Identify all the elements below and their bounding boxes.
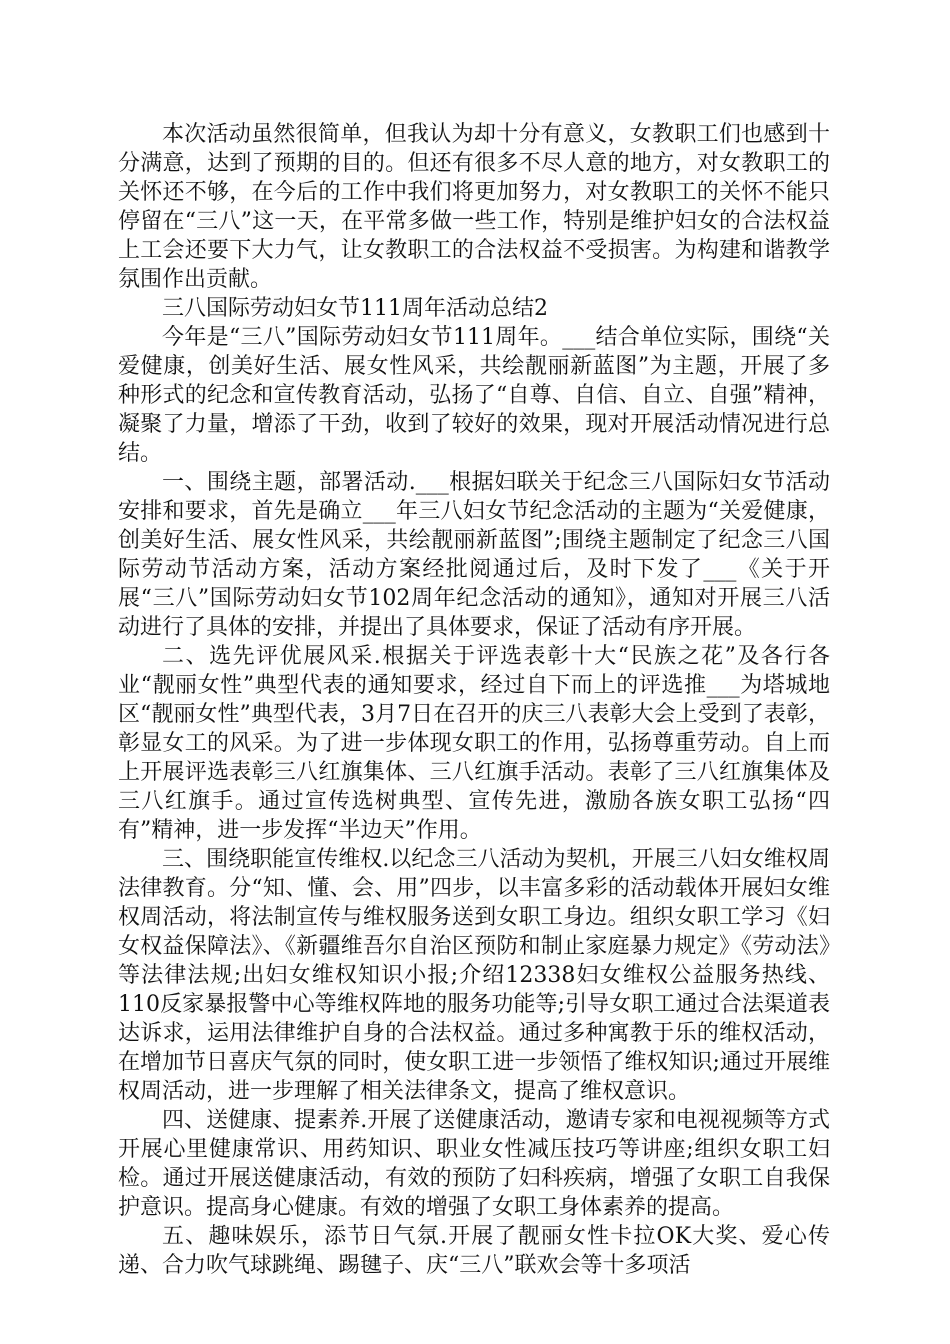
paragraph-item-5: 五、趣味娱乐，添节日气氛.开展了靓丽女性卡拉OK大奖、爱心传递、合力吹气球跳绳、踢毽子、庆“三八”联欢会等十多项活 (118, 1224, 830, 1278)
document-body (118, 120, 830, 1280)
paragraph-item-1: 一、围绕主题，部署活动.___根据妇联关于纪念三八国际妇女节活动安排和要求，首先是确立___年三八妇女节纪念活动的主题为“关爱健康，创美好生活、展女性风采，共绘靓丽新蓝图”;围绕主题制定了纪念三八国际劳动节活动方案，活动方案经批阅通过后，及时下发了___《关于开展“三八”国际劳动妇女节102周年纪念活动的通知》，通知对开展三八活动进行了具体的安排，并提出了具体要求，保证了活动有序开展。 (118, 470, 830, 640)
paragraph-item-4: 四、送健康、提素养.开展了送健康活动，邀请专家和电视视频等方式开展心里健康常识、用药知识、职业女性减压技巧等讲座;组织女职工妇检。通过开展送健康活动，有效的预防了妇科疾病，增强了女职工自我保护意识。提高身心健康。有效的增强了女职工身体素养的提高。 (118, 1108, 830, 1220)
section-title: 三八国际劳动妇女节111周年活动总结2 (162, 296, 548, 321)
paragraph-item-2: 二、选先评优展风采.根据关于评选表彰十大“民族之花”及各行各业“靓丽女性”典型代表的通知要求，经过自下而上的评选推___为塔城地区“靓丽女性”典型代表，3月7日在召开的庆三八表彰大会上受到了表彰，彰显女工的风采。为了进一步体现女职工的作用，弘扬尊重劳动。自上而上开展评选表彰三八红旗集体、三八红旗手活动。表彰了三八红旗集体及三八红旗手。通过宣传选树典型、宣传先进，激励各族女职工弘扬“四有”精神，进一步发挥“半边天”作用。 (118, 644, 830, 843)
paragraph-item-3: 三、围绕职能宣传维权.以纪念三八活动为契机，开展三八妇女维权周法律教育。分“知、懂、会、用”四步，以丰富多彩的活动载体开展妇女维权周活动，将法制宣传与维权服务送到女职工身边。组织女职工学习《妇女权益保障法》、《新疆维吾尔自治区预防和制止家庭暴力规定》《劳动法》等法律法规;出妇女维权知识小报;介绍12338妇女维权公益服务热线、110反家暴报警中心等维权阵地的服务功能等;引导女职工通过合法渠道表达诉求，运用法律维护自身的合法权益。通过多种寓教于乐的维权活动，在增加节日喜庆气氛的同时，使女职工进一步领悟了维权知识;通过开展维权周活动，进一步理解了相关法律条文，提高了维权意识。 (118, 847, 830, 1104)
paragraph-conclusion: 本次活动虽然很简单，但我认为却十分有意义，女教职工们也感到十分满意，达到了预期的目的。但还有很多不尽人意的地方，对女教职工的关怀还不够，在今后的工作中我们将更加努力，对女教职工的关怀不能只停留在“三八”这一天，在平常多做一些工作，特别是维护妇女的合法权益上工会还要下大力气，让女教职工的合法权益不受损害。为构建和谐教学氛围作出贡献。 (118, 122, 830, 292)
paragraph-intro: 今年是“三八”国际劳动妇女节111周年。___结合单位实际，围绕“关爱健康，创美好生活、展女性风采，共绘靓丽新蓝图”为主题，开展了多种形式的纪念和宣传教育活动，弘扬了“自尊、自信、自立、自强”精神，凝聚了力量，增添了干劲，收到了较好的效果，现对开展活动情况进行总结。 (118, 325, 830, 466)
